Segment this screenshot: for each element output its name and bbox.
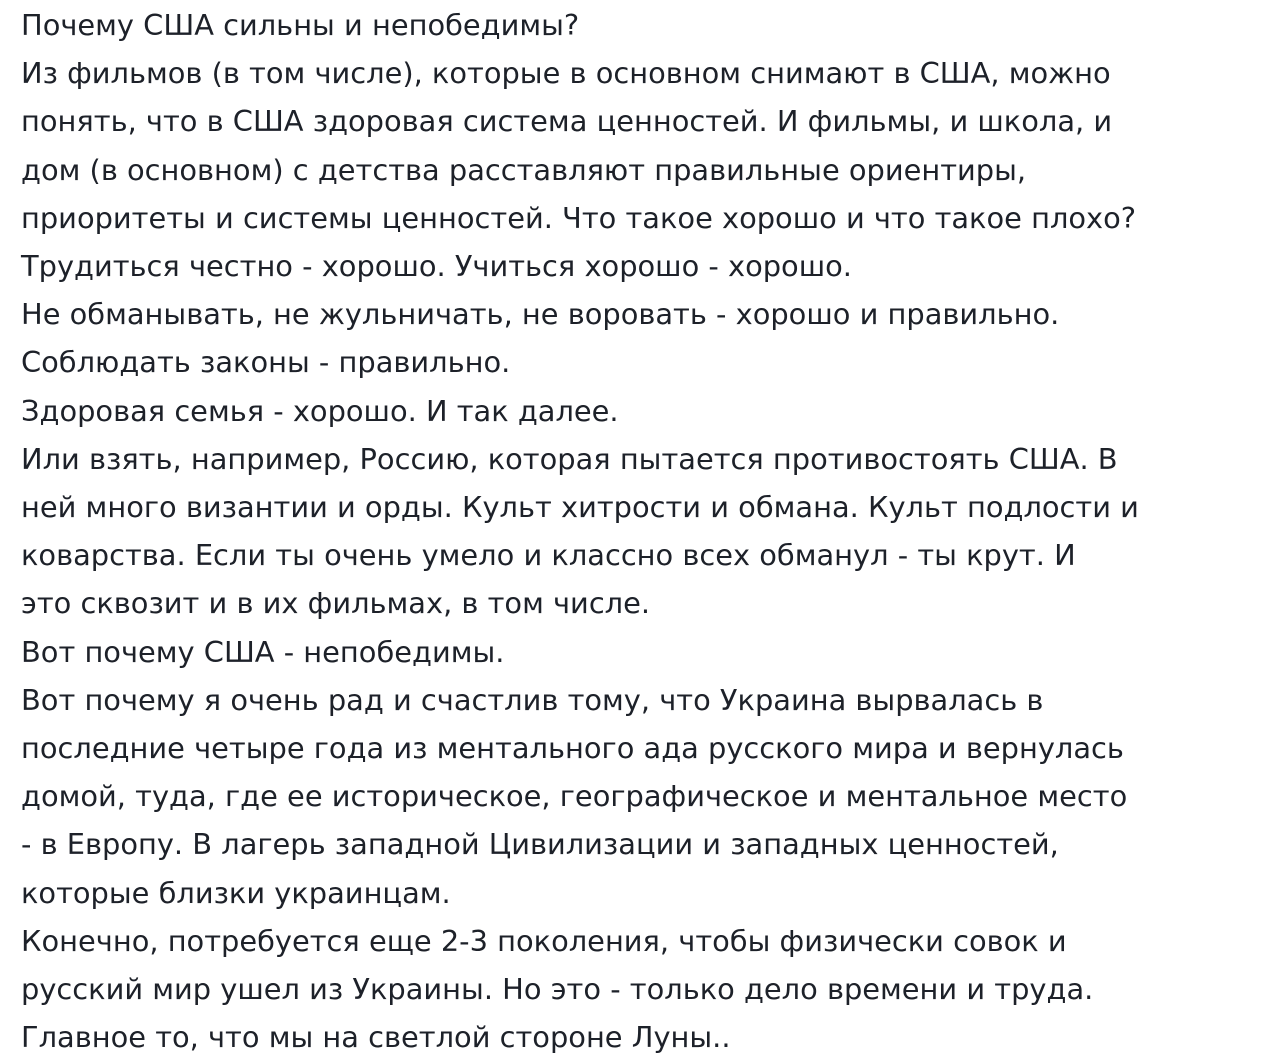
post-line: это сквозит и в их фильмах, в том числе. [21,586,651,621]
post-line: Здоровая семья - хорошо. И так далее. [21,393,619,428]
post-line: Или взять, например, Россию, которая пытается противостоять США. В [21,441,1118,476]
post-line: последние четыре года из ментального ада русского мира и вернулась [21,731,1124,766]
post-line: русский мир ушел из Украины. Но это - только дело времени и труда. [21,972,1094,1007]
post-line: Почему США сильны и непобедимы? [21,8,580,42]
post-line: домой, туда, где ее историческое, географическое и ментальное место [21,779,1128,814]
post-line: Вот почему я очень рад и счастлив тому, что Украина вырвалась в [21,682,1044,717]
post-line: Из фильмов (в том числе), которые в основном снимают в США, можно [21,56,1111,91]
post-line: Вот почему США - непобедимы. [21,634,505,669]
post-line: Соблюдать законы - правильно. [21,345,511,380]
post-line: понять, что в США здоровая система ценностей. И фильмы, и школа, и [21,104,1113,139]
post-line: Трудиться честно - хорошо. Учиться хорошо - хорошо. [21,249,852,284]
post-line: Не обманывать, не жульничать, не воровать - хорошо и правильно. [21,297,1060,332]
post-line: Главное то, что мы на светлой стороне Луны.. [21,1020,731,1055]
post-line: ней много византии и орды. Культ хитрости и обмана. Культ подлости и [21,490,1139,525]
post-line: дом (в основном) с детства расставляют правильные ориентиры, [21,152,1027,187]
post-line: которые близки украинцам. [21,875,451,910]
post-line: приоритеты и системы ценностей. Что такое хорошо и что такое плохо? [21,200,1137,235]
post-line: Конечно, потребуется еще 2-3 поколения, чтобы физически совок и [21,923,1067,958]
post-line: коварства. Если ты очень умело и классно всех обманул - ты крут. И [21,538,1076,573]
post-line: - в Европу. В лагерь западной Цивилизации и западных ценностей, [21,827,1059,862]
